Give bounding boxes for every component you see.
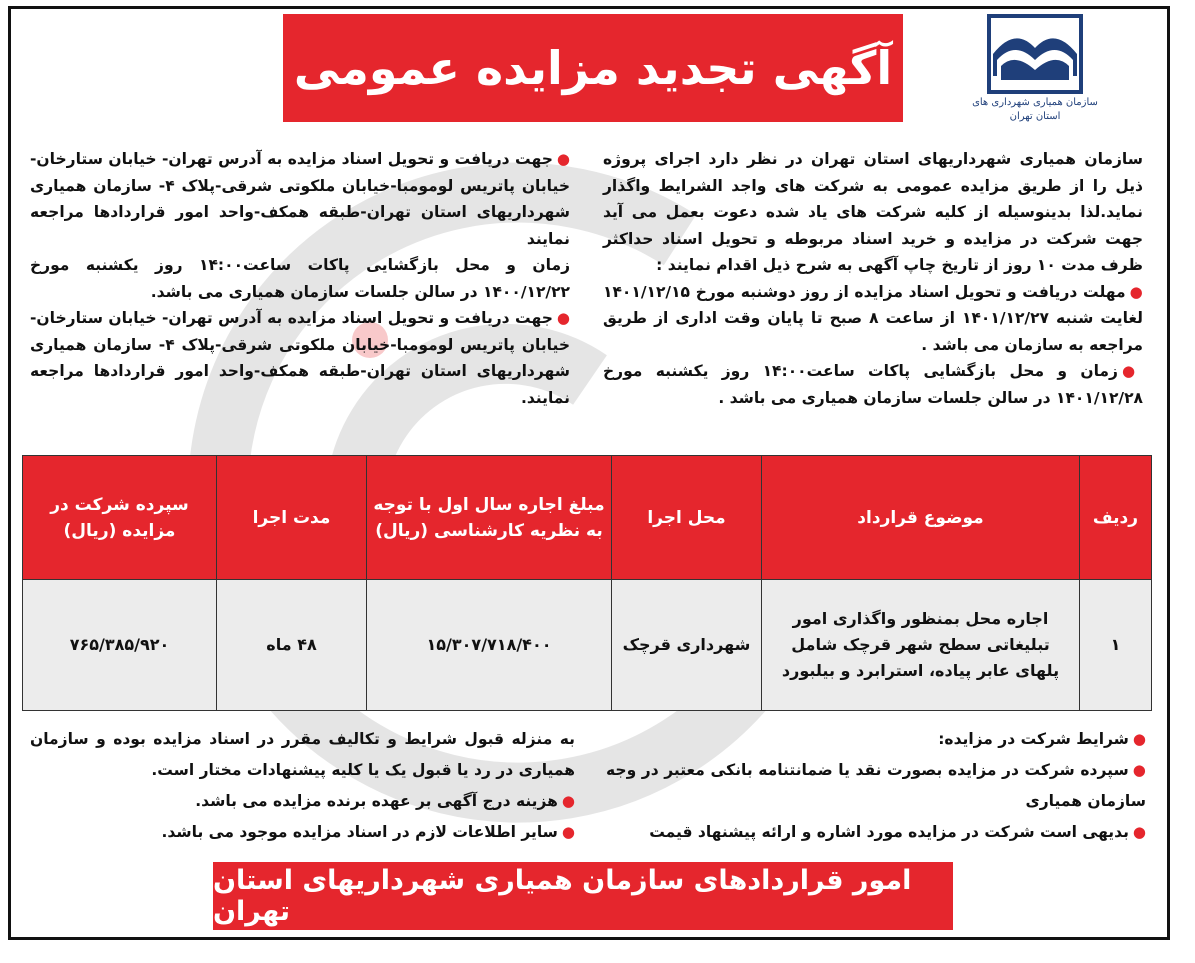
title-banner	[283, 14, 903, 122]
condition-item-2: ●بدیهی است شرکت در مزایده مورد اشاره و ارائه پیشنهاد قیمت	[649, 823, 1146, 841]
bullet-dot-icon: ●	[1129, 282, 1143, 301]
bullet-dot-icon: ●	[561, 792, 575, 810]
bullet-dot-icon: ●	[1121, 362, 1143, 380]
intro-bullet-1: ●مهلت دریافت و تحویل اسناد مزایده از روز دوشنبه مورخ ۱۴۰۱/۱۲/۱۵ لغایت شنبه ۱۴۰۱/۱۲/۲۷ از ساعت ۸ صبح تا پایان وقت اداری از طریق مراجعه به سازمان می باشد .	[603, 282, 1143, 354]
opening-time-line: زمان و محل بازگشایی پاکات ساعت۱۴:۰۰ روز یکشنبه مورخ ۱۴۰۰/۱۲/۲۲ در سالن جلسات سازمان همیاری می باشد.	[30, 256, 570, 301]
cell-location: شهرداری قرچک	[612, 580, 762, 711]
conditions-left	[30, 724, 575, 848]
table-row	[23, 580, 1152, 711]
header-rent: مبلغ اجاره سال اول با توجه به نظریه کارشناسی (ریال)	[367, 456, 612, 580]
bullet-dot-icon: ●	[556, 150, 570, 168]
intro-paragraph: سازمان همیاری شهرداریهای استان تهران در نظر دارد اجرای پروژه ذیل را از طریق مزایده عمومی به شرکت های واجد الشرایط واگذار نماید.لذا بدینوسیله از کلیه شرکت های یاد شده دعوت بعمل می آید جهت شرکت در مزایده و خرید اسناد مربوطه و تحویل اسناد حداکثر ظرف مدت ۱۰ روز از تاریخ چاپ آگهی به شرح ذیل اقدام نمایند :	[603, 150, 1143, 274]
cell-duration: ۴۸ ماه	[217, 580, 367, 711]
header-subject: موضوع قرارداد	[762, 456, 1080, 580]
condition-item-1: ●سپرده شرکت در مزایده بصورت نقد یا ضمانتنامه بانکی معتبر در وجه سازمان همیاری	[606, 761, 1147, 810]
header-duration: مدت اجرا	[217, 456, 367, 580]
condition-item-3: ●هزینه درج آگهی بر عهده برنده مزایده می باشد.	[195, 792, 575, 810]
intro-column	[603, 146, 1143, 411]
cell-subject: اجاره محل بمنظور واگذاری امور تبلیغاتی سطح شهر قرچک شامل پلهای عابر پیاده، استرابرد و بیلبورد	[762, 580, 1080, 711]
auction-table	[22, 455, 1152, 711]
bullet-dot-icon: ●	[556, 309, 570, 327]
logo-text-line2: استان تهران	[1009, 110, 1061, 122]
intro-bullet-2: ●زمان و محل بازگشایی پاکات ساعت۱۴:۰۰ روز یکشنبه مورخ ۱۴۰۱/۱۲/۲۸ در سالن جلسات سازمان همیاری می باشد .	[603, 362, 1143, 407]
table-header-row	[23, 456, 1152, 580]
cell-deposit: ۷۶۵/۳۸۵/۹۲۰	[23, 580, 217, 711]
page-title: آگهی تجدید مزایده عمومی	[293, 41, 893, 95]
condition-item-4: ●سایر اطلاعات لازم در اسناد مزایده موجود می باشد.	[161, 823, 575, 841]
condition-continuation: به منزله قبول شرایط و تکالیف مقرر در اسناد مزایده بوده و سازمان همیاری در رد یا قبول یک یا کلیه پیشنهادات مختار است.	[30, 730, 575, 779]
header-location: محل اجرا	[612, 456, 762, 580]
address-bullet-1: ●جهت دریافت و تحویل اسناد مزایده به آدرس تهران- خیابان ستارخان- خیابان پاتریس لومومبا-خیابان ملکوتی شرقی-پلاک ۴- سازمان همیاری شهرداریهای استان تهران-طبقه همکف-واحد امور قراردادها مراجعه نمایند	[30, 150, 571, 248]
bullet-dot-icon: ●	[561, 823, 575, 841]
footer-text: امور قراردادهای سازمان همیاری شهرداریهای استان تهران	[213, 865, 912, 927]
cell-row-number: ۱	[1080, 580, 1152, 711]
conditions-heading: ●شرایط شرکت در مزایده:	[938, 730, 1146, 748]
logo-text-line1: سازمان همیاری شهرداری های	[972, 97, 1098, 108]
bullet-dot-icon: ●	[1132, 823, 1146, 841]
header-deposit: سپرده شرکت در مزایده (ریال)	[23, 456, 217, 580]
address-column	[30, 146, 570, 411]
cell-rent: ۱۵/۳۰۷/۷۱۸/۴۰۰	[367, 580, 612, 711]
conditions-right	[606, 724, 1146, 848]
header-row-number: ردیف	[1080, 456, 1152, 580]
logo-emblem-icon	[985, 14, 1085, 94]
organization-logo	[960, 14, 1110, 154]
bullet-dot-icon: ●	[1132, 761, 1147, 779]
address-bullet-2: ●جهت دریافت و تحویل اسناد مزایده به آدرس تهران- خیابان ستارخان- خیابان پاتریس لومومبا-خیابان ملکوتی شرقی-پلاک ۴- سازمان همیاری شهرداریهای استان تهران-طبقه همکف-واحد امور قراردادها مراجعه نمایند.	[30, 309, 571, 407]
bullet-dot-icon: ●	[1132, 730, 1146, 748]
footer-banner	[213, 862, 953, 930]
